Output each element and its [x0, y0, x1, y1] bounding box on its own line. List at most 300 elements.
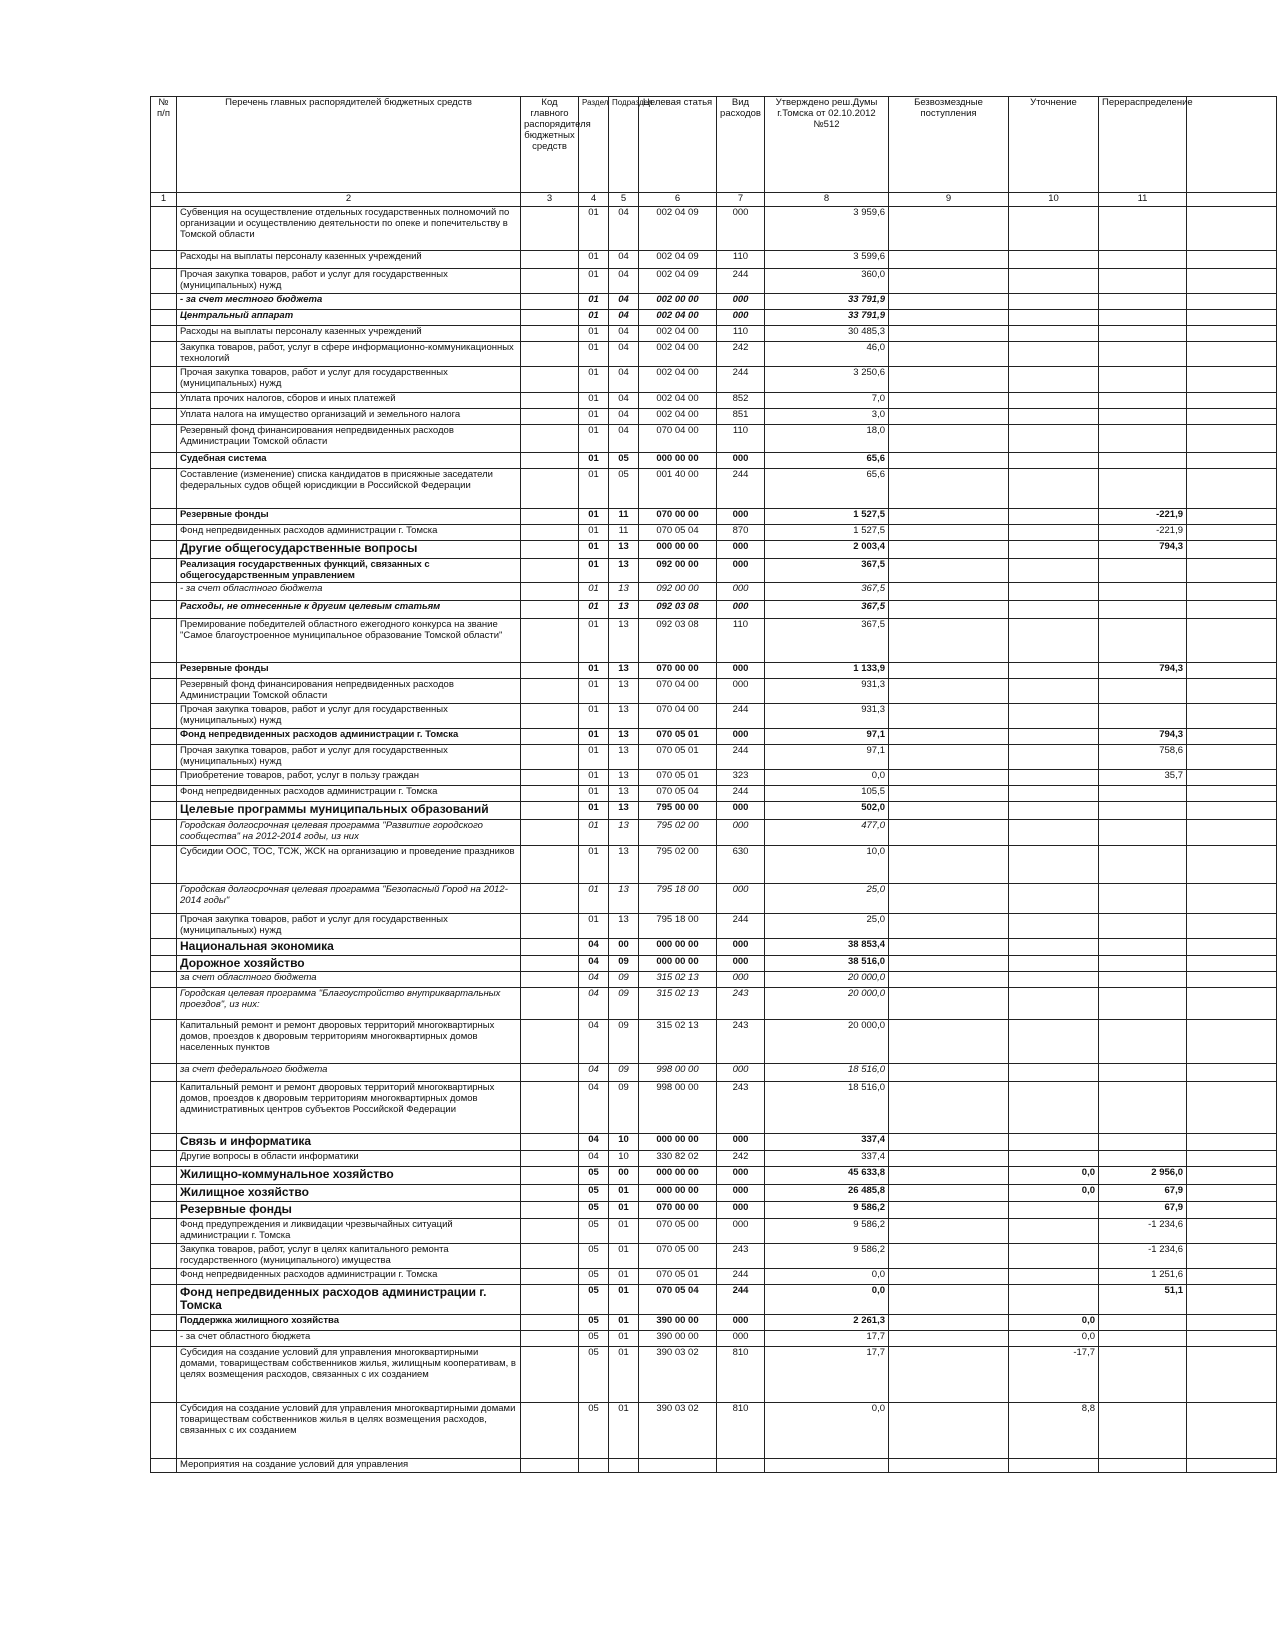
statya-cell: 070 04 00 — [639, 679, 717, 704]
index-cell — [151, 679, 177, 704]
podrazdel-cell: 01 — [609, 1218, 639, 1243]
code-cell — [521, 704, 579, 729]
grants-cell — [889, 972, 1009, 988]
approved-cell: 477,0 — [765, 819, 889, 845]
table-row — [151, 366, 1277, 392]
index-cell — [151, 1243, 177, 1268]
redistribution-cell — [1099, 679, 1187, 704]
extra-cell — [1187, 1151, 1277, 1167]
statya-cell: 070 05 04 — [639, 785, 717, 801]
approved-cell: 9 586,2 — [765, 1218, 889, 1243]
code-cell — [521, 619, 579, 663]
approved-cell: 0,0 — [765, 1403, 889, 1459]
redistribution-cell — [1099, 408, 1187, 424]
grants-cell — [889, 601, 1009, 619]
vid-cell: 000 — [717, 1185, 765, 1202]
clarification-cell — [1009, 392, 1099, 408]
clarification-cell — [1009, 1020, 1099, 1064]
redistribution-cell: -221,9 — [1099, 524, 1187, 540]
grants-cell — [889, 341, 1009, 366]
extra-cell — [1187, 913, 1277, 938]
row-name-cell: Расходы на выплаты персоналу казенных учреждений — [177, 250, 521, 268]
col-header-index: № п/п — [151, 97, 177, 193]
podrazdel-cell: 09 — [609, 972, 639, 988]
index-cell — [151, 1134, 177, 1151]
approved-cell: 1 527,5 — [765, 524, 889, 540]
table-row — [151, 1020, 1277, 1064]
col-header-approved: Утверждено реш.Думы г.Томска от 02.10.2012 №512 — [765, 97, 889, 193]
statya-cell: 000 00 00 — [639, 452, 717, 468]
table-row — [151, 1167, 1277, 1185]
statya-cell: 998 00 00 — [639, 1082, 717, 1134]
vid-cell: 852 — [717, 392, 765, 408]
index-cell — [151, 1202, 177, 1219]
row-name-cell: Поддержка жилищного хозяйства — [177, 1315, 521, 1331]
extra-cell — [1187, 540, 1277, 558]
grants-cell — [889, 785, 1009, 801]
razdel-cell: 01 — [579, 583, 609, 601]
row-name-cell: Фонд непредвиденных расходов администрации г. Томска — [177, 729, 521, 745]
razdel-cell: 04 — [579, 1151, 609, 1167]
razdel-cell: 04 — [579, 938, 609, 955]
index-cell — [151, 1331, 177, 1347]
grants-cell — [889, 452, 1009, 468]
podrazdel-cell: 04 — [609, 268, 639, 293]
table-row — [151, 1185, 1277, 1202]
grants-cell — [889, 988, 1009, 1020]
row-name-cell: Резервные фонды — [177, 1202, 521, 1219]
podrazdel-cell: 13 — [609, 583, 639, 601]
statya-cell: 390 03 02 — [639, 1347, 717, 1403]
table-row — [151, 1243, 1277, 1268]
approved-cell: 25,0 — [765, 883, 889, 913]
razdel-cell: 04 — [579, 1082, 609, 1134]
code-cell — [521, 601, 579, 619]
approved-cell: 17,7 — [765, 1331, 889, 1347]
index-cell — [151, 583, 177, 601]
clarification-cell — [1009, 663, 1099, 679]
statya-cell: 092 03 08 — [639, 619, 717, 663]
vid-cell: 000 — [717, 1202, 765, 1219]
grants-cell — [889, 1185, 1009, 1202]
index-cell — [151, 619, 177, 663]
row-name-cell: Национальная экономика — [177, 938, 521, 955]
redistribution-cell — [1099, 341, 1187, 366]
podrazdel-cell: 00 — [609, 1167, 639, 1185]
podrazdel-cell: 04 — [609, 392, 639, 408]
redistribution-cell — [1099, 250, 1187, 268]
vid-cell: 000 — [717, 819, 765, 845]
redistribution-cell: 794,3 — [1099, 540, 1187, 558]
razdel-cell: 04 — [579, 972, 609, 988]
code-cell — [521, 206, 579, 250]
vid-cell: 000 — [717, 801, 765, 819]
clarification-cell — [1009, 785, 1099, 801]
redistribution-cell — [1099, 1315, 1187, 1331]
extra-cell — [1187, 785, 1277, 801]
podrazdel-cell: 01 — [609, 1315, 639, 1331]
approved-cell: 26 485,8 — [765, 1185, 889, 1202]
table-row — [151, 619, 1277, 663]
statya-cell: 070 05 01 — [639, 729, 717, 745]
statya-cell: 002 04 00 — [639, 408, 717, 424]
vid-cell: 000 — [717, 1134, 765, 1151]
redistribution-cell: -1 234,6 — [1099, 1218, 1187, 1243]
row-name-cell: Жилищное хозяйство — [177, 1185, 521, 1202]
clarification-cell — [1009, 729, 1099, 745]
table-row — [151, 1347, 1277, 1403]
table-row — [151, 1082, 1277, 1134]
vid-cell: 243 — [717, 1082, 765, 1134]
row-name-cell: Фонд предупреждения и ликвидации чрезвычайных ситуаций администрации г. Томска — [177, 1218, 521, 1243]
redistribution-cell — [1099, 785, 1187, 801]
index-cell — [151, 913, 177, 938]
row-name-cell: Судебная система — [177, 452, 521, 468]
table-row — [151, 938, 1277, 955]
razdel-cell: 04 — [579, 955, 609, 972]
statya-cell: 315 02 13 — [639, 988, 717, 1020]
vid-cell: 000 — [717, 452, 765, 468]
row-name-cell: Фонд непредвиденных расходов администрации г. Томска — [177, 1268, 521, 1284]
grants-cell — [889, 1202, 1009, 1219]
podrazdel-cell: 01 — [609, 1243, 639, 1268]
extra-cell — [1187, 801, 1277, 819]
clarification-cell: 0,0 — [1009, 1167, 1099, 1185]
clarification-cell: -17,7 — [1009, 1347, 1099, 1403]
razdel-cell: 05 — [579, 1331, 609, 1347]
row-name-cell: Городская целевая программа "Благоустройство внутриквартальных проездов", из них: — [177, 988, 521, 1020]
row-name-cell: Резервные фонды — [177, 663, 521, 679]
code-cell — [521, 309, 579, 325]
statya-cell: 070 05 01 — [639, 769, 717, 785]
redistribution-cell — [1099, 309, 1187, 325]
clarification-cell: 0,0 — [1009, 1331, 1099, 1347]
grants-cell — [889, 729, 1009, 745]
grants-cell — [889, 1315, 1009, 1331]
clarification-cell — [1009, 341, 1099, 366]
statya-cell: 000 00 00 — [639, 1167, 717, 1185]
column-number: 6 — [639, 193, 717, 207]
table-row — [151, 293, 1277, 309]
approved-cell: 0,0 — [765, 769, 889, 785]
code-cell — [521, 883, 579, 913]
code-cell — [521, 366, 579, 392]
statya-cell: 390 00 00 — [639, 1331, 717, 1347]
row-name-cell: Прочая закупка товаров, работ и услуг для государственных (муниципальных) нужд — [177, 913, 521, 938]
statya-cell: 000 00 00 — [639, 938, 717, 955]
redistribution-cell: 1 251,6 — [1099, 1268, 1187, 1284]
code-cell — [521, 1151, 579, 1167]
code-cell — [521, 325, 579, 341]
table-row — [151, 341, 1277, 366]
index-cell — [151, 1284, 177, 1315]
code-cell — [521, 663, 579, 679]
extra-cell — [1187, 619, 1277, 663]
approved-cell: 367,5 — [765, 583, 889, 601]
vid-cell: 810 — [717, 1347, 765, 1403]
redistribution-cell — [1099, 988, 1187, 1020]
approved-cell: 17,7 — [765, 1347, 889, 1403]
razdel-cell: 01 — [579, 366, 609, 392]
row-name-cell: Резервные фонды — [177, 508, 521, 524]
extra-cell — [1187, 1064, 1277, 1082]
index-cell — [151, 524, 177, 540]
code-cell — [521, 845, 579, 883]
statya-cell: 000 00 00 — [639, 1185, 717, 1202]
clarification-cell — [1009, 583, 1099, 601]
extra-cell — [1187, 558, 1277, 583]
row-name-cell: Закупка товаров, работ, услуг в целях капитального ремонта государственного (муниципального) имущества — [177, 1243, 521, 1268]
index-cell — [151, 955, 177, 972]
row-name-cell: Прочая закупка товаров, работ и услуг для государственных (муниципальных) нужд — [177, 268, 521, 293]
grants-cell — [889, 845, 1009, 883]
approved-cell: 45 633,8 — [765, 1167, 889, 1185]
statya-cell: 001 40 00 — [639, 468, 717, 508]
podrazdel-cell: 13 — [609, 801, 639, 819]
index-cell — [151, 801, 177, 819]
grants-cell — [889, 1167, 1009, 1185]
razdel-cell: 01 — [579, 452, 609, 468]
grants-cell — [889, 704, 1009, 729]
table-row — [151, 819, 1277, 845]
clarification-cell — [1009, 1218, 1099, 1243]
code-cell — [521, 745, 579, 770]
row-name-cell: Связь и информатика — [177, 1134, 521, 1151]
razdel-cell: 05 — [579, 1243, 609, 1268]
table-row — [151, 508, 1277, 524]
vid-cell: 000 — [717, 679, 765, 704]
index-cell — [151, 508, 177, 524]
column-number: 9 — [889, 193, 1009, 207]
statya-cell: 092 00 00 — [639, 583, 717, 601]
grants-cell — [889, 1064, 1009, 1082]
vid-cell: 000 — [717, 601, 765, 619]
razdel-cell: 01 — [579, 341, 609, 366]
extra-cell — [1187, 524, 1277, 540]
razdel-cell: 01 — [579, 558, 609, 583]
vid-cell: 810 — [717, 1403, 765, 1459]
grants-cell — [889, 268, 1009, 293]
column-number: 1 — [151, 193, 177, 207]
code-cell — [521, 988, 579, 1020]
table-row — [151, 883, 1277, 913]
clarification-cell — [1009, 1243, 1099, 1268]
statya-cell: 795 00 00 — [639, 801, 717, 819]
code-cell — [521, 1218, 579, 1243]
statya-cell: 070 05 04 — [639, 1284, 717, 1315]
index-cell — [151, 1082, 177, 1134]
row-name-cell: Субсидия на создание условий для управления многоквартирными домами, товариществам собственников жилья, жилищным кооперативам, в целях возмещения расходов, связанных с их созданием — [177, 1347, 521, 1403]
razdel-cell: 01 — [579, 309, 609, 325]
statya-cell: 315 02 13 — [639, 972, 717, 988]
podrazdel-cell: 04 — [609, 366, 639, 392]
code-cell — [521, 1064, 579, 1082]
vid-cell: 000 — [717, 972, 765, 988]
column-number: 7 — [717, 193, 765, 207]
table-row — [151, 309, 1277, 325]
approved-cell: 97,1 — [765, 745, 889, 770]
col-header-name: Перечень главных распорядителей бюджетных средств — [177, 97, 521, 193]
razdel-cell: 01 — [579, 704, 609, 729]
vid-cell: 000 — [717, 883, 765, 913]
table-row — [151, 601, 1277, 619]
extra-cell — [1187, 424, 1277, 452]
table-row — [151, 424, 1277, 452]
vid-cell: 851 — [717, 408, 765, 424]
vid-cell: 242 — [717, 1151, 765, 1167]
vid-cell: 000 — [717, 938, 765, 955]
approved-cell: 65,6 — [765, 452, 889, 468]
grants-cell — [889, 663, 1009, 679]
redistribution-cell — [1099, 1082, 1187, 1134]
clarification-cell — [1009, 206, 1099, 250]
extra-cell — [1187, 1284, 1277, 1315]
clarification-cell — [1009, 1082, 1099, 1134]
table-row — [151, 268, 1277, 293]
redistribution-cell — [1099, 1403, 1187, 1459]
approved-cell: 367,5 — [765, 601, 889, 619]
table-row — [151, 558, 1277, 583]
code-cell — [521, 1315, 579, 1331]
table-row — [151, 663, 1277, 679]
table-row — [151, 785, 1277, 801]
extra-cell — [1187, 745, 1277, 770]
table-row — [151, 206, 1277, 250]
podrazdel-cell: 13 — [609, 663, 639, 679]
index-cell — [151, 1403, 177, 1459]
approved-cell: 20 000,0 — [765, 1020, 889, 1064]
column-number-row — [151, 193, 1277, 207]
redistribution-cell — [1099, 268, 1187, 293]
index-cell — [151, 601, 177, 619]
redistribution-cell — [1099, 801, 1187, 819]
col-header-grants: Безвозмездные поступления — [889, 97, 1009, 193]
row-name-cell: Капитальный ремонт и ремонт дворовых территорий многоквартирных домов, проездов к дворовым территориям многоквартирных домов административных центров субъектов Российской Федерации — [177, 1082, 521, 1134]
redistribution-cell — [1099, 293, 1187, 309]
approved-cell: 18,0 — [765, 424, 889, 452]
row-name-cell: Городская долгосрочная целевая программа "Развитие городского сообщества" на 2012-2014 годы, из них — [177, 819, 521, 845]
index-cell — [151, 468, 177, 508]
index-cell — [151, 268, 177, 293]
vid-cell: 000 — [717, 729, 765, 745]
row-name-cell: Уплата прочих налогов, сборов и иных платежей — [177, 392, 521, 408]
vid-cell: 000 — [717, 955, 765, 972]
podrazdel-cell: 01 — [609, 1268, 639, 1284]
razdel-cell: 01 — [579, 468, 609, 508]
approved-cell: 38 516,0 — [765, 955, 889, 972]
statya-cell: 390 03 02 — [639, 1403, 717, 1459]
razdel-cell: 01 — [579, 508, 609, 524]
statya-cell: 070 00 00 — [639, 663, 717, 679]
vid-cell: 243 — [717, 1020, 765, 1064]
redistribution-cell — [1099, 1331, 1187, 1347]
approved-cell: 3 959,6 — [765, 206, 889, 250]
podrazdel-cell: 01 — [609, 1403, 639, 1459]
row-name-cell: Другие вопросы в области информатики — [177, 1151, 521, 1167]
table-row — [151, 250, 1277, 268]
approved-cell: 97,1 — [765, 729, 889, 745]
razdel-cell: 01 — [579, 769, 609, 785]
clarification-cell — [1009, 452, 1099, 468]
podrazdel-cell: 09 — [609, 1082, 639, 1134]
extra-cell — [1187, 325, 1277, 341]
extra-cell — [1187, 955, 1277, 972]
col-header-razdel: Раздел — [579, 97, 609, 193]
index-cell — [151, 558, 177, 583]
extra-cell — [1187, 1082, 1277, 1134]
grants-cell — [889, 1134, 1009, 1151]
clarification-cell — [1009, 1134, 1099, 1151]
approved-cell: 25,0 — [765, 913, 889, 938]
grants-cell — [889, 366, 1009, 392]
podrazdel-cell: 13 — [609, 619, 639, 663]
code-cell — [521, 540, 579, 558]
podrazdel-cell: 13 — [609, 729, 639, 745]
razdel-cell: 05 — [579, 1403, 609, 1459]
clarification-cell — [1009, 540, 1099, 558]
razdel-cell: 05 — [579, 1347, 609, 1403]
clarification-cell — [1009, 524, 1099, 540]
redistribution-cell — [1099, 1347, 1187, 1403]
clarification-cell — [1009, 268, 1099, 293]
razdel-cell: 01 — [579, 524, 609, 540]
grants-cell — [889, 883, 1009, 913]
statya-cell: 330 82 02 — [639, 1151, 717, 1167]
col-header-clarification: Уточнение — [1009, 97, 1099, 193]
column-number: 8 — [765, 193, 889, 207]
approved-cell: 7,0 — [765, 392, 889, 408]
code-cell — [521, 1284, 579, 1315]
index-cell — [151, 1268, 177, 1284]
code-cell — [521, 1347, 579, 1403]
approved-cell: 18 516,0 — [765, 1082, 889, 1134]
code-cell — [521, 785, 579, 801]
vid-cell: 870 — [717, 524, 765, 540]
code-cell — [521, 1134, 579, 1151]
column-number: 11 — [1099, 193, 1187, 207]
clarification-cell — [1009, 819, 1099, 845]
extra-cell — [1187, 452, 1277, 468]
grants-cell — [889, 508, 1009, 524]
razdel-cell: 04 — [579, 1064, 609, 1082]
column-number: 2 — [177, 193, 521, 207]
column-number: 3 — [521, 193, 579, 207]
redistribution-cell: -1 234,6 — [1099, 1243, 1187, 1268]
index-cell — [151, 785, 177, 801]
code-cell — [521, 1185, 579, 1202]
razdel-cell: 01 — [579, 206, 609, 250]
podrazdel-cell: 00 — [609, 938, 639, 955]
index-cell — [151, 325, 177, 341]
row-name-cell: Городская долгосрочная целевая программа "Безопасный Город на 2012-2014 годы" — [177, 883, 521, 913]
redistribution-cell — [1099, 392, 1187, 408]
clarification-cell — [1009, 679, 1099, 704]
vid-cell: 000 — [717, 1331, 765, 1347]
vid-cell: 242 — [717, 341, 765, 366]
podrazdel-cell: 09 — [609, 1020, 639, 1064]
podrazdel-cell: 09 — [609, 988, 639, 1020]
approved-cell: 9 586,2 — [765, 1202, 889, 1219]
table-row — [151, 1331, 1277, 1347]
extra-cell — [1187, 988, 1277, 1020]
podrazdel-cell: 09 — [609, 1064, 639, 1082]
vid-cell: 244 — [717, 785, 765, 801]
grants-cell — [889, 1331, 1009, 1347]
clarification-cell — [1009, 1202, 1099, 1219]
podrazdel-cell: 13 — [609, 601, 639, 619]
redistribution-cell — [1099, 972, 1187, 988]
vid-cell: 000 — [717, 1218, 765, 1243]
